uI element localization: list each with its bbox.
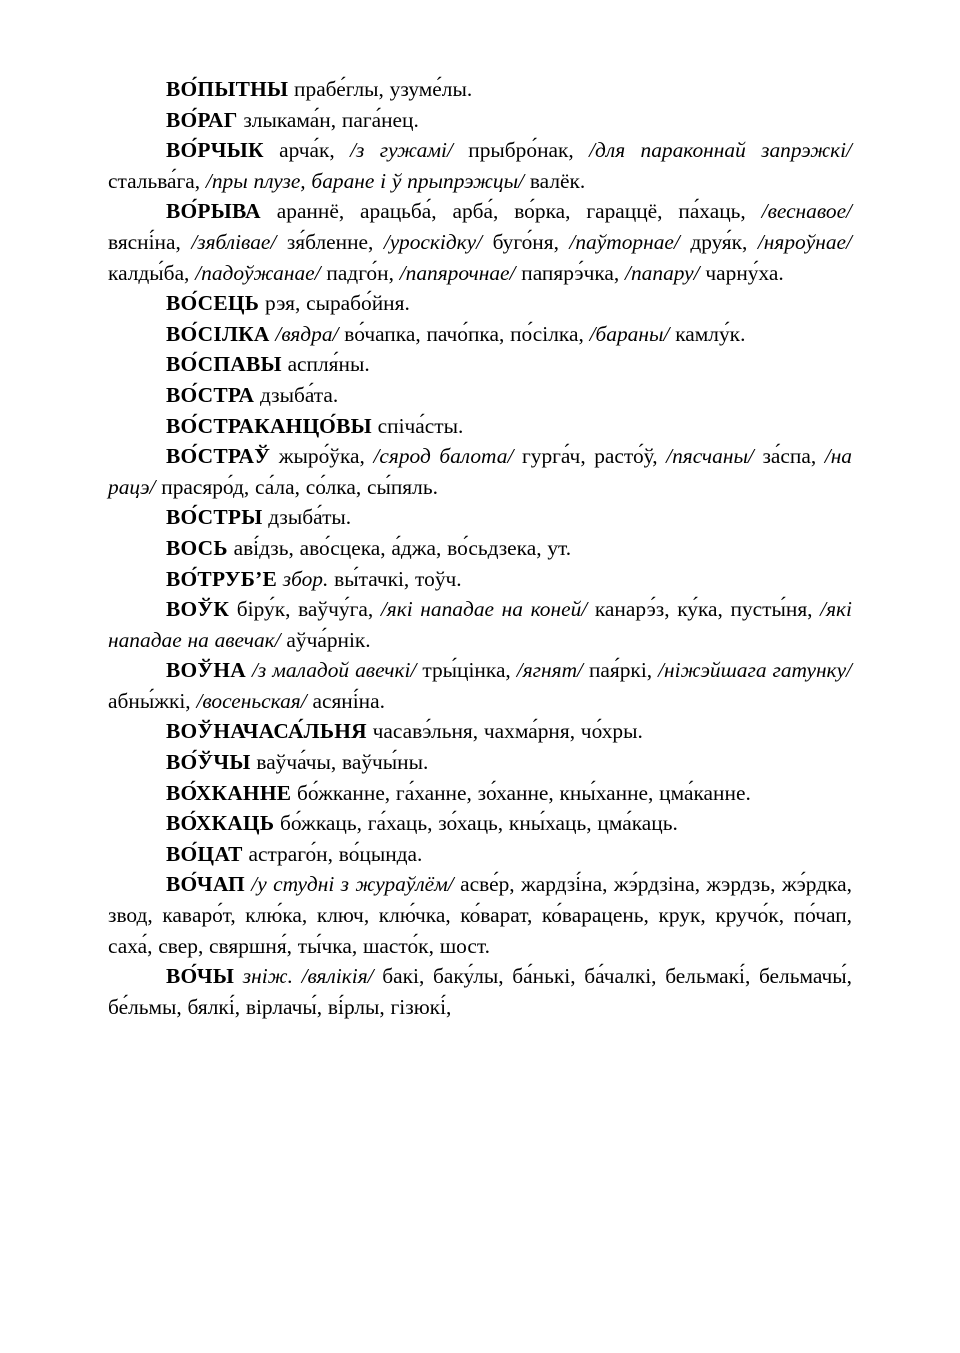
entry-gloss: /веснавое/ bbox=[761, 199, 853, 224]
entry-headword: ВО́СПАВЫ bbox=[166, 352, 282, 377]
entry-body: збор. вы́тачкі, тоўч. bbox=[282, 566, 462, 591]
dictionary-entry bbox=[108, 135, 852, 196]
entry-headword: ВО́СТРАЎ bbox=[166, 444, 271, 469]
entry-gloss: /паўторнае/ bbox=[569, 229, 680, 254]
entry-headword: ВО́СІЛКА bbox=[166, 321, 270, 346]
dictionary-entry bbox=[108, 594, 852, 655]
dictionary-entry bbox=[108, 380, 852, 411]
dictionary-entry bbox=[108, 74, 852, 105]
entry-body: прабе́глы, узуме́лы. bbox=[294, 77, 473, 101]
dictionary-entry bbox=[108, 533, 852, 564]
dictionary-entry-list bbox=[108, 74, 852, 1022]
entry-gloss: /падоўжанае/ bbox=[195, 260, 321, 285]
entry-body: астраго́н, во́цында. bbox=[248, 841, 423, 866]
entry-gloss: /восеньская/ bbox=[196, 688, 307, 713]
entry-headword: ВО́ЧАП bbox=[166, 872, 245, 897]
entry-body: злыкама́н, пага́нец. bbox=[243, 107, 419, 132]
dictionary-entry bbox=[108, 349, 852, 380]
entry-body: араннё, арацьба́, арба́, во́рка, гараццё, па́хаць, /веснавое/ вясні́на, /зяблівае/ зя́бленне, /уроскідку/ буго́ня, /паўторнае/ друя́к, /няроўнае/ калды́ба, /падоўжанае/ падго́н, /папярочнае/ папярэ́чка, /папару/ чарну́ха. bbox=[108, 199, 853, 285]
entry-headword: ВО́ТРУБ’Е bbox=[166, 566, 277, 591]
entry-body: арча́к, /з гужамі/ прыбро́нак, /для параконнай запрэжкі/ стальва́га, /пры плузе, баране і ў прыпрэжцы/ валёк. bbox=[108, 138, 852, 193]
dictionary-entry bbox=[108, 564, 852, 595]
entry-body: спіча́сты. bbox=[377, 413, 464, 438]
entry-gloss: /папару/ bbox=[625, 260, 700, 285]
dictionary-entry bbox=[108, 105, 852, 136]
entry-headword: ВОСЬ bbox=[166, 535, 228, 560]
entry-body: бо́жканне, га́ханне, зо́ханне, кны́ханне, цма́канне. bbox=[297, 780, 751, 805]
entry-body: ваўча́чы, ваўчы́ны. bbox=[256, 750, 429, 775]
entry-gloss: /з гужамі/ bbox=[350, 138, 453, 163]
entry-body: дзыба́ты. bbox=[268, 505, 352, 530]
entry-gloss: /зяблівае/ bbox=[191, 229, 277, 254]
entry-headword: ВОЎНАЧАСА́ЛЬНЯ bbox=[166, 719, 367, 744]
dictionary-entry bbox=[108, 747, 852, 778]
dictionary-entry bbox=[108, 869, 852, 961]
entry-body: біру́к, ваўчу́га, /які нападае на коней/ канарэ́з, ку́ка, пусты́ня, /які нападае на авечак/ аўча́рнік. bbox=[108, 597, 852, 652]
entry-gloss: /вядра/ bbox=[275, 321, 339, 346]
dictionary-entry bbox=[108, 961, 852, 1022]
entry-gloss: /сярод балота/ bbox=[373, 444, 514, 469]
entry-grammar-label: зніж. bbox=[242, 964, 293, 989]
entry-body: жыро́ўка, /сярод балота/ гурга́ч, расто́ў, /пясчаны/ за́спа, /на рацэ/ прасяро́д, са́ла, со́лка, сы́пяль. bbox=[108, 444, 853, 499]
dictionary-entry bbox=[108, 288, 852, 319]
entry-headword: ВО́СЕЦЬ bbox=[166, 291, 260, 316]
entry-gloss: /з маладой авечкі/ bbox=[251, 658, 417, 683]
entry-headword: ВО́СТРЫ bbox=[166, 505, 263, 530]
entry-body: /вядра/ во́чапка, пачо́пка, по́сілка, /бараны/ камлу́к. bbox=[275, 321, 746, 346]
entry-headword: ВО́РЧЫК bbox=[166, 138, 264, 163]
dictionary-entry bbox=[108, 778, 852, 809]
entry-gloss: /пясчаны/ bbox=[666, 444, 754, 469]
entry-gloss: /няроўнае/ bbox=[757, 229, 852, 254]
entry-headword: ВО́ХКАННЕ bbox=[166, 780, 292, 805]
entry-gloss: /ягнят/ bbox=[516, 658, 583, 683]
dictionary-entry bbox=[108, 716, 852, 747]
entry-gloss: /вялікія/ bbox=[301, 964, 374, 989]
dictionary-entry bbox=[108, 196, 852, 288]
entry-headword: ВО́РАГ bbox=[166, 107, 238, 132]
entry-body: рэя, сырабо́йня. bbox=[264, 291, 410, 316]
entry-headword: ВО́ПЫТНЫ bbox=[166, 77, 289, 101]
dictionary-entry bbox=[108, 839, 852, 870]
entry-headword: ВО́ЎЧЫ bbox=[166, 750, 251, 775]
entry-gloss: /які нападае на коней/ bbox=[380, 597, 588, 622]
entry-body: бо́жкаць, га́хаць, зо́хаць, кны́хаць, цма́каць. bbox=[280, 811, 678, 836]
entry-body: /з маладой авечкі/ тры́цінка, /ягнят/ пая́ркі, /ніжэйшага гатунку/ абны́жкі, /восеньская/ асяні́на. bbox=[108, 658, 853, 713]
entry-body: дзыба́та. bbox=[259, 382, 339, 407]
dictionary-entry bbox=[108, 441, 852, 502]
entry-body: зніж. /вялікія/ бакі, баку́лы, ба́нькі, ба́чалкі, бельмакі́, бельмачы́, бе́льмы, бялкі́, вірлачы́, ві́рлы, гізюкі́, bbox=[108, 964, 852, 1019]
entry-gloss: /пры плузе, баране і ў прыпрэжцы/ bbox=[205, 168, 525, 193]
entry-body: /у студні з жураўлём/ асве́р, жардзі́на, жэ́рдзіна, жэрдзь, жэ́рдка, звод, кавaро́т, клю́ка, ключ, клю́чка, ко́варат, ко́варацень, крук, кручо́к, по́чап, саха́, свер, свяршня́, ты́чка, шасто́к, шост. bbox=[108, 872, 852, 958]
entry-grammar-label: збор. bbox=[282, 566, 329, 591]
entry-headword: ВО́РЫВА bbox=[166, 199, 261, 224]
entry-gloss: /у студні з жураўлём/ bbox=[251, 872, 454, 897]
entry-headword: ВО́ХКАЦЬ bbox=[166, 811, 275, 836]
entry-gloss: /уроскідку/ bbox=[383, 229, 483, 254]
entry-headword: ВО́СТРАКАНЦО́ВЫ bbox=[166, 413, 372, 438]
entry-body: часавэ́льня, чахма́рня, чо́хры. bbox=[372, 719, 643, 744]
entry-body: аві́дзь, аво́сцека, а́джа, во́сьдзека, ут. bbox=[233, 535, 572, 560]
entry-body: аспля́ны. bbox=[287, 352, 370, 377]
entry-gloss: /для параконнай запрэжкі/ bbox=[589, 138, 852, 163]
dictionary-entry bbox=[108, 319, 852, 350]
entry-headword: ВО́ЦАТ bbox=[166, 841, 243, 866]
entry-headword: ВОЎК bbox=[166, 597, 230, 622]
entry-headword: ВО́ЧЫ bbox=[166, 964, 235, 989]
dictionary-entry bbox=[108, 655, 852, 716]
dictionary-entry bbox=[108, 502, 852, 533]
entry-gloss: /на рацэ/ bbox=[108, 444, 853, 499]
entry-gloss: /бараны/ bbox=[589, 321, 670, 346]
entry-gloss: /папярочнае/ bbox=[399, 260, 516, 285]
entry-gloss: /які нападае на авечак/ bbox=[108, 597, 852, 652]
dictionary-entry bbox=[108, 411, 852, 442]
dictionary-entry bbox=[108, 808, 852, 839]
entry-headword: ВОЎНА bbox=[166, 658, 246, 683]
entry-headword: ВО́СТРА bbox=[166, 382, 255, 407]
entry-gloss: /ніжэйшага гатунку/ bbox=[658, 658, 853, 683]
